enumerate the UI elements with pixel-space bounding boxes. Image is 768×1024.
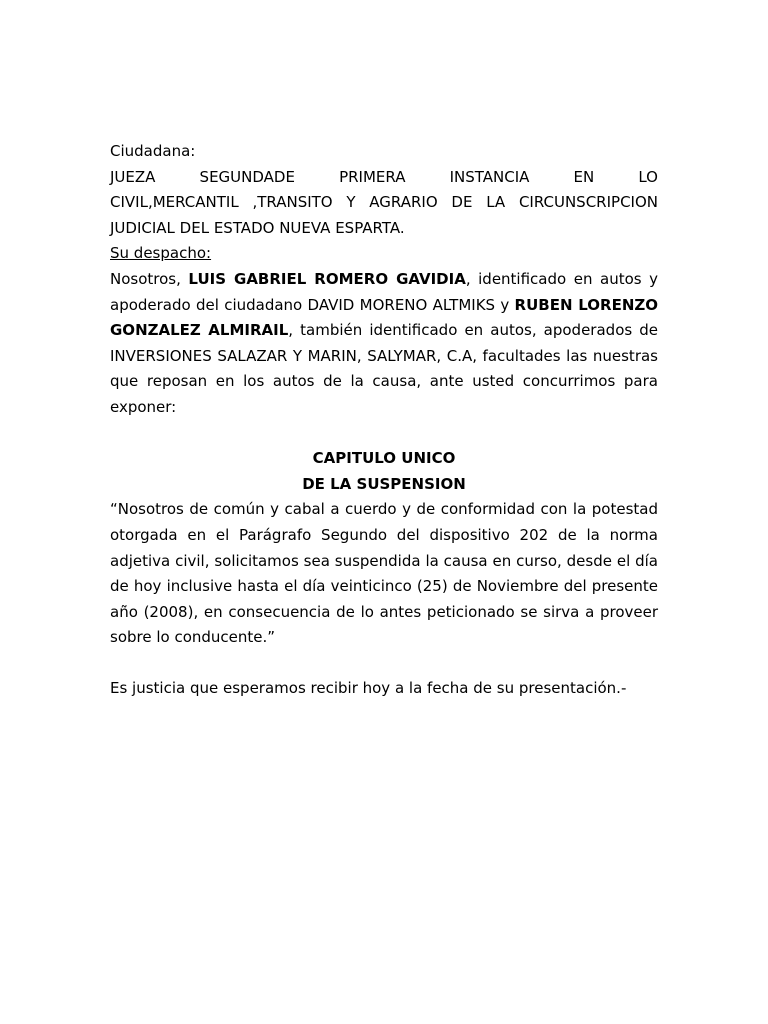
addressee-word: INSTANCIA [449, 167, 530, 186]
su-despacho: Su despacho: [110, 244, 212, 263]
request-paragraph: “Nosotros de común y cabal a cuerdo y de conformidad con la potestad otorgada en el Parágrafo Segundo del dispositivo 202 de la norma adjetiva civil, solicitamos sea suspendida la causa en curso, desde el día de hoy inclusive hasta el día veinticinco (25) de Noviembre del presente año (2008), en consecuencia de lo antes peticionado se sirva a proveer sobre lo conducente.” [110, 500, 658, 647]
spacer [110, 651, 658, 677]
spacer [110, 421, 658, 447]
closing-line: Es justicia que esperamos recibir hoy a la fecha de su presentación.- [110, 679, 627, 698]
addressee [110, 165, 658, 242]
intro-text-3: , también identificado en autos, apoderados de INVERSIONES SALAZAR Y MARIN, SALYMAR, C.A, facultades las nuestras que reposan en los autos de la causa, ante usted concurrimos para exponer: [110, 321, 659, 416]
chapter-subheading: DE LA SUSPENSION [302, 474, 466, 493]
intro-text-2: , identificado en autos y apoderado del ciudadano DAVID MORENO ALTMIKS y [110, 269, 658, 314]
addressee-word: JUEZA [110, 167, 156, 186]
attorney-name-1: LUIS GABRIEL ROMERO GAVIDIA [188, 269, 466, 288]
addressee-word: PRIMERA [339, 167, 406, 186]
addressee-word: SEGUNDADE [199, 167, 295, 186]
document-page [110, 139, 658, 702]
intro-paragraph [110, 267, 658, 421]
salutation: Ciudadana: [110, 142, 196, 160]
attorney-name-2: RUBEN LORENZO GONZALEZ ALMIRAIL [110, 295, 658, 340]
intro-text-1: Nosotros, [110, 269, 189, 288]
addressee-line-1 [110, 165, 658, 191]
addressee-line-2: CIVIL,MERCANTIL ,TRANSITO Y AGRARIO DE LA CIRCUNSCRIPCION [110, 193, 658, 212]
addressee-line-3: JUDICIAL DEL ESTADO NUEVA ESPARTA. [110, 218, 405, 237]
addressee-word: EN [573, 167, 595, 186]
addressee-word: LO [638, 167, 658, 186]
chapter-heading: CAPITULO UNICO [312, 449, 456, 468]
